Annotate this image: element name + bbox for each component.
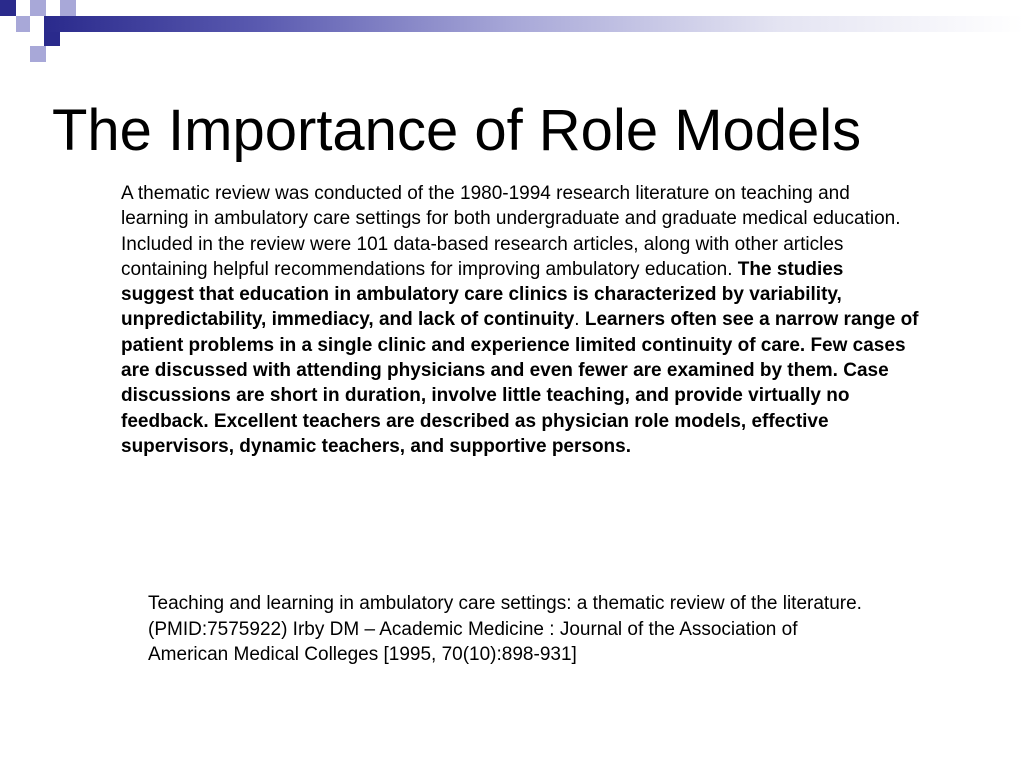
body-key-finding: The studies suggest that education in ambulatory care clinics is characterized by variability, unpredictability, immediacy, and lack of continuity — [121, 258, 844, 331]
citation-source: (PMID:7575922) Irby DM – Academic Medicine : Journal of the Association of American Medical Colleges [1995, 70(10):898-931] — [148, 618, 798, 665]
decorative-square — [30, 0, 46, 16]
decorative-square — [0, 0, 16, 16]
slide-title: The Importance of Role Models — [52, 98, 862, 163]
citation-title: Teaching and learning in ambulatory care settings: a thematic review of the literature. — [148, 593, 862, 614]
body-conclusion: Learners often see a narrow range of patient problems in a single clinic and experience limited continuity of care. Few cases are discussed with attending physicians and even fewer are examined by them. Case discussions are short in duration, involve little teaching, and provide virtually no feedback. Excellent teachers are described as physician role models, effective supervisors, dynamic teachers, and supportive persons. — [121, 309, 919, 457]
decorative-square — [16, 16, 30, 32]
decorative-square — [60, 0, 76, 16]
citation — [148, 591, 878, 668]
header-gradient-band — [44, 16, 1024, 32]
body-paragraph — [121, 181, 921, 459]
decorative-square — [44, 32, 60, 46]
body-intro: A thematic review was conducted of the 1980-1994 research literature on teaching and learning in ambulatory care settings for both undergraduate and graduate medical education. Included in the review were 101 data-based research articles, along with other articles containing helpful recommendations for improving ambulatory education. — [121, 183, 901, 280]
body-period: . — [574, 309, 585, 331]
decorative-square — [30, 46, 46, 62]
